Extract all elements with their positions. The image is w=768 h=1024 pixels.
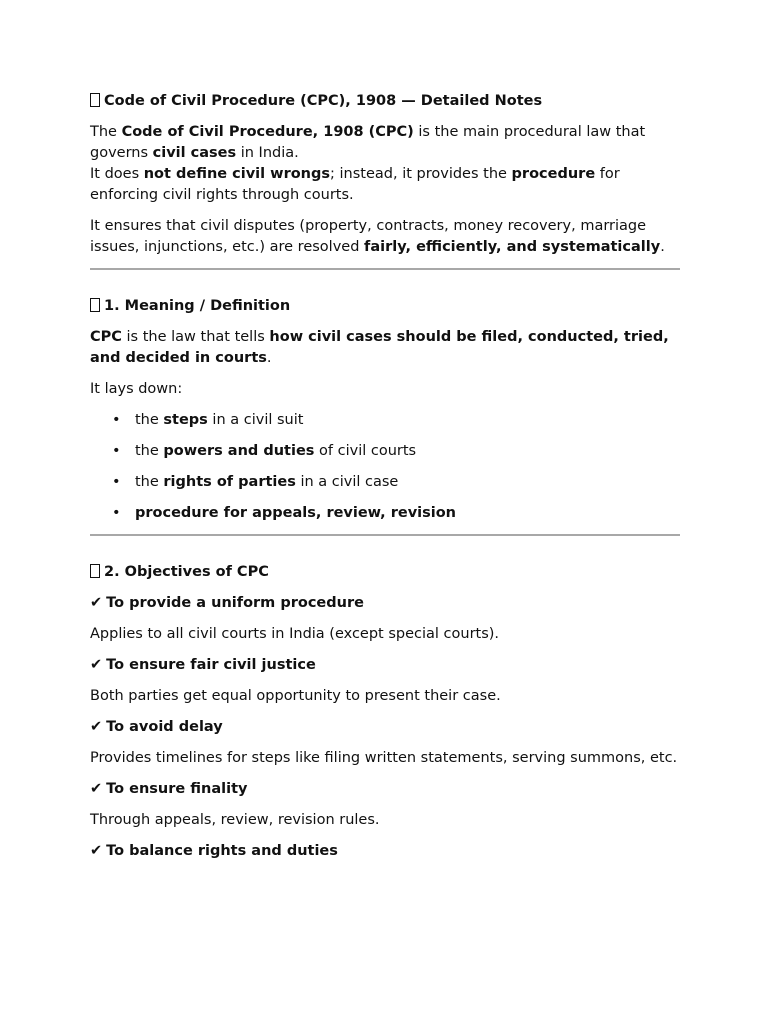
definition-text-2: .	[266, 350, 272, 366]
section-2-title: 2. Objectives of CPC	[104, 564, 269, 580]
checkmark-icon: ✔	[90, 657, 103, 673]
objective-title-text: To provide a uniform procedure	[106, 595, 364, 611]
intro-p1-bold-2: civil cases	[152, 145, 237, 161]
checkmark-icon: ✔	[90, 843, 103, 859]
objective-title-text: To ensure finality	[106, 781, 248, 797]
objective-description: Through appeals, review, revision rules.	[90, 812, 380, 828]
intro-p1-text-2: is the main procedural law that governs	[90, 124, 646, 161]
intro-paragraph-2	[90, 216, 680, 258]
definition-bold-1: CPC	[90, 329, 122, 345]
lays-down-label: It lays down:	[90, 381, 183, 397]
bullet-icon: •	[112, 505, 121, 521]
section-divider	[90, 268, 680, 270]
intro-p1b-text-3: for enforcing civil rights through courts.	[90, 166, 620, 203]
list-item	[90, 503, 680, 524]
document-title	[90, 91, 680, 112]
checkmark-icon: ✔	[90, 719, 103, 735]
intro-p1-text-1: The	[90, 124, 122, 140]
list-item-bold: powers and duties	[163, 443, 315, 459]
objective-title	[90, 655, 680, 676]
intro-p1-text-3: in India.	[236, 145, 299, 161]
intro-p2-text-2: .	[660, 239, 665, 255]
section-1-heading	[90, 296, 680, 317]
objective-title	[90, 593, 680, 614]
list-item	[90, 410, 680, 431]
objective-description: Both parties get equal opportunity to present their case.	[90, 688, 501, 704]
list-item-text: of civil courts	[314, 443, 417, 459]
list-item-text: in a civil suit	[207, 412, 304, 428]
book-icon	[90, 564, 100, 578]
intro-p2-text-1: It ensures that civil disputes (property, contracts, money recovery, marriage issues, injunctions, etc.) are resolved	[90, 218, 647, 255]
section-1-title: 1. Meaning / Definition	[104, 298, 291, 314]
definition-bold-2: how civil cases should be filed, conducted, tried, and decided in courts	[90, 329, 669, 366]
list-item-text: the	[135, 412, 164, 428]
list-item-text: the	[135, 443, 164, 459]
section-2-heading	[90, 562, 680, 583]
bullet-list	[90, 410, 680, 524]
list-item-bold: rights of parties	[163, 474, 296, 490]
objective-title-text: To avoid delay	[106, 719, 223, 735]
bullet-icon: •	[112, 412, 121, 428]
intro-p1b-bold-1: not define civil wrongs	[143, 166, 331, 182]
intro-p1b-bold-2: procedure	[511, 166, 596, 182]
definition-paragraph	[90, 327, 680, 369]
notes-content	[90, 91, 680, 872]
book-icon	[90, 298, 100, 312]
list-item-bold: procedure for appeals, review, revision	[135, 505, 457, 521]
checkmark-icon: ✔	[90, 595, 103, 611]
intro-paragraph-1	[90, 122, 680, 164]
book-icon	[90, 93, 100, 107]
objective-title	[90, 779, 680, 800]
section-divider	[90, 534, 680, 536]
intro-p1b-text-2: ; instead, it provides the	[330, 166, 512, 182]
objective-title-text: To ensure fair civil justice	[106, 657, 316, 673]
list-item	[90, 472, 680, 493]
definition-text-1: is the law that tells	[121, 329, 270, 345]
list-item-text: the	[135, 474, 164, 490]
list-item-bold: steps	[163, 412, 208, 428]
bullet-icon: •	[112, 443, 121, 459]
bullet-icon: •	[112, 474, 121, 490]
objective-title	[90, 717, 680, 738]
intro-paragraph-1b	[90, 164, 680, 206]
list-item-text: in a civil case	[295, 474, 399, 490]
document-title-text: Code of Civil Procedure (CPC), 1908 — Detailed Notes	[104, 93, 543, 109]
list-item	[90, 441, 680, 462]
objective-title-text: To balance rights and duties	[106, 843, 338, 859]
objective-title	[90, 841, 680, 862]
intro-p1-bold-1: Code of Civil Procedure, 1908 (CPC)	[121, 124, 414, 140]
checkmark-icon: ✔	[90, 781, 103, 797]
intro-p1b-text-1: It does	[90, 166, 144, 182]
intro-p2-bold-1: fairly, efficiently, and systematically	[364, 239, 661, 255]
objective-description: Applies to all civil courts in India (except special courts).	[90, 626, 500, 642]
objective-description: Provides timelines for steps like filing written statements, serving summons, etc.	[90, 750, 678, 766]
